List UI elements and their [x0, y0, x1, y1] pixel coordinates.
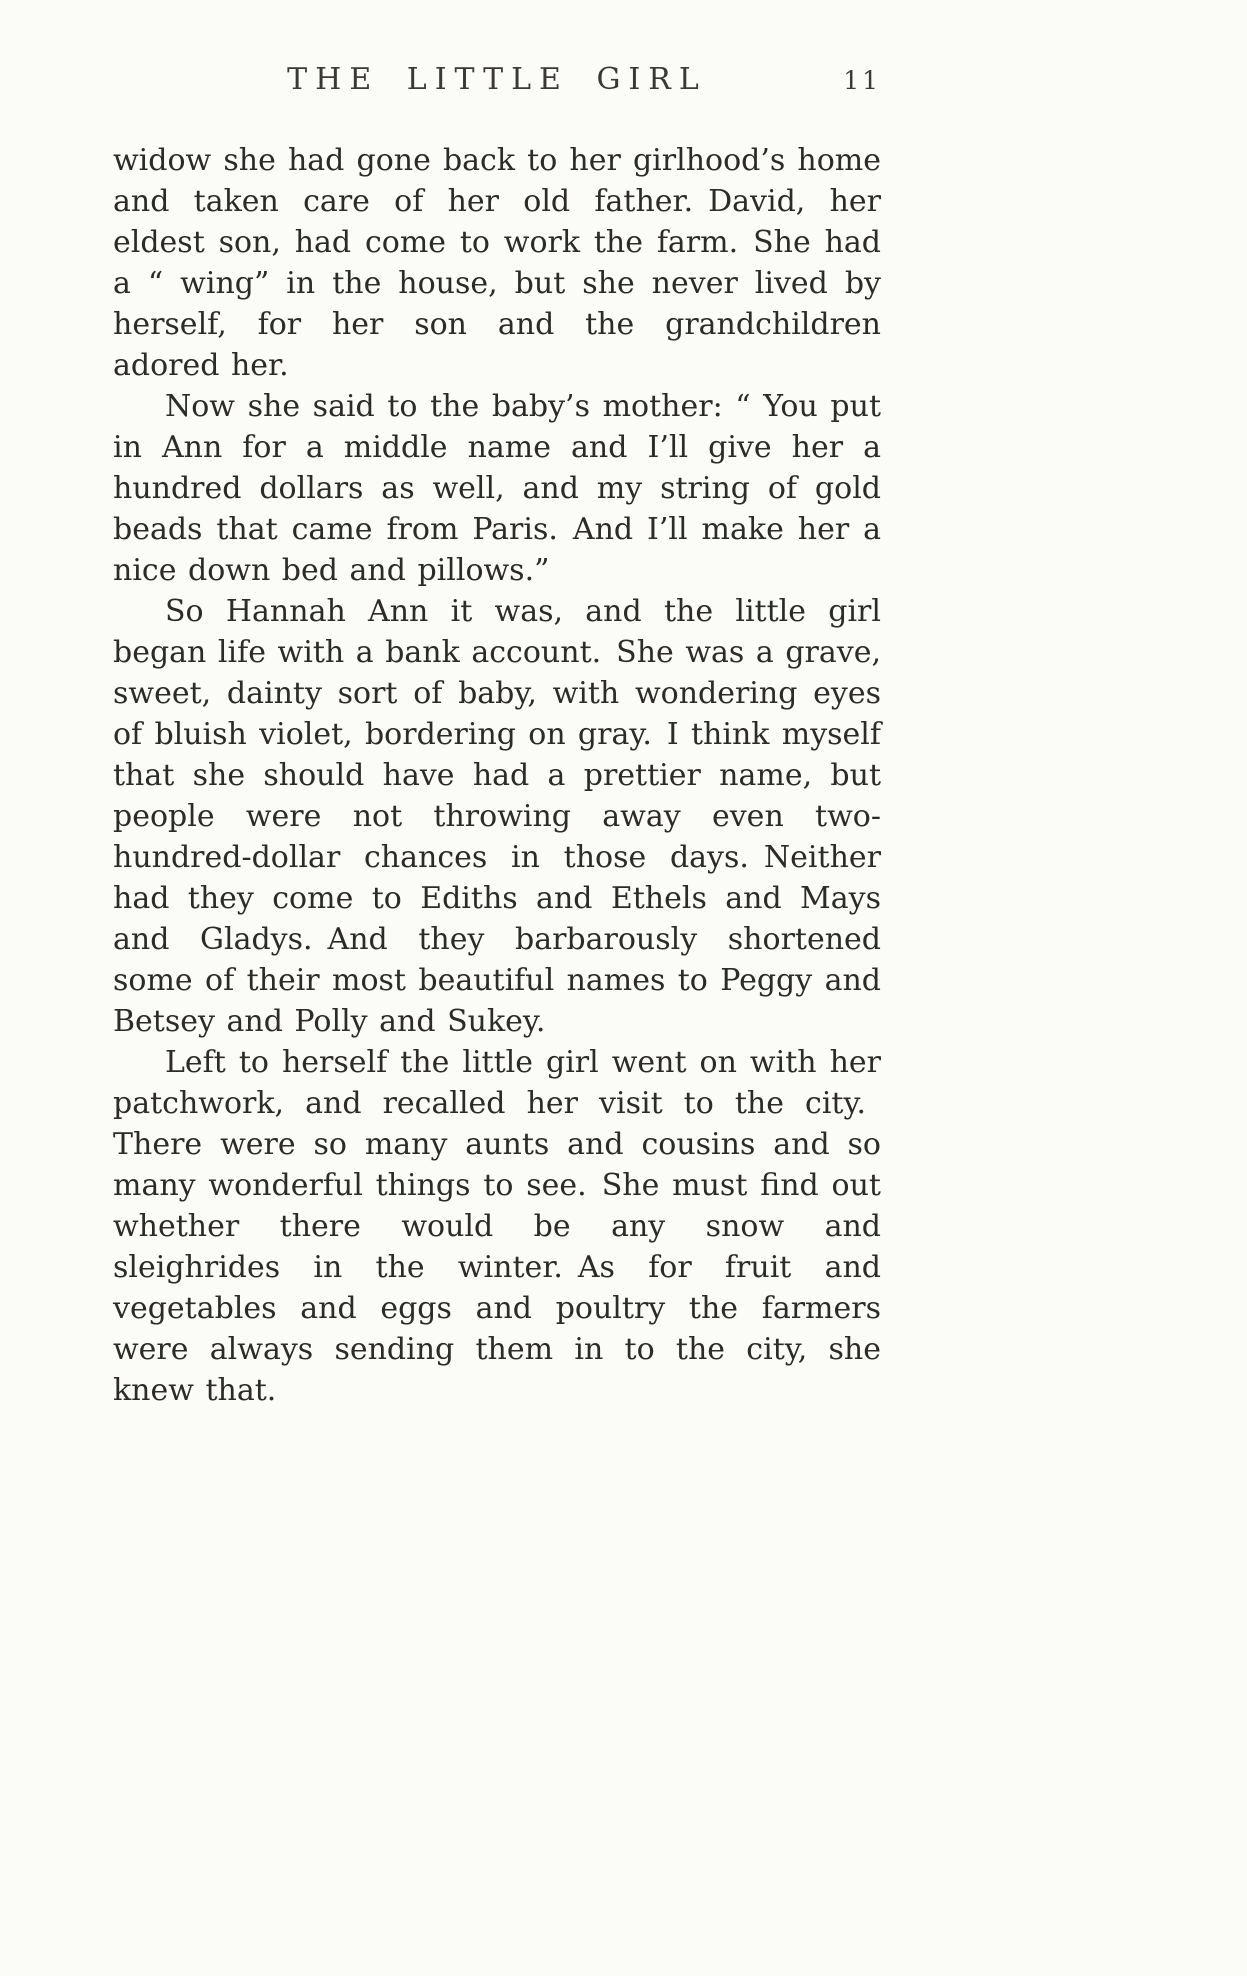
- text-block: [113, 62, 881, 1411]
- paragraph: So Hannah Ann it was, and the little girl began life with a bank account. She was a grave, sweet, dainty sort of baby, with wondering eyes of bluish violet, bordering on gray. I think myself that she should have had a prettier name, but people were not throwing away even two-hundred-dollar chances in those days. Neither had they come to Ediths and Ethels and Mays and Gladys. And they barbarously shortened some of their most beautiful names to Peggy and Betsey and Polly and Sukey.: [113, 594, 881, 1039]
- paragraph: Now she said to the baby’s mother: “ You put in Ann for a middle name and I’ll give her a hundred dollars as well, and my string of gold beads that came from Paris. And I’ll make her a nice down bed and pillows.”: [113, 389, 881, 588]
- page-number: 11: [843, 66, 881, 95]
- paragraph: widow she had gone back to her girlhood’s home and taken care of her old father. David, her eldest son, had come to work the farm. She had a “ wing” in the house, but she never lived by herself, for her son and the grandchildren adored her.: [113, 143, 881, 383]
- running-header: [113, 62, 881, 114]
- page-body: [113, 140, 881, 1411]
- paragraph: Left to herself the little girl went on with her patchwork, and recalled her visit to the city. There were so many aunts and cousins and so many wonderful things to see. She must find out whether there would be any snow and sleighrides in the winter. As for fruit and vegetables and eggs and poultry the farmers were always sending them in to the city, she knew that.: [113, 1045, 881, 1408]
- running-header-title: THE LITTLE GIRL: [287, 62, 707, 97]
